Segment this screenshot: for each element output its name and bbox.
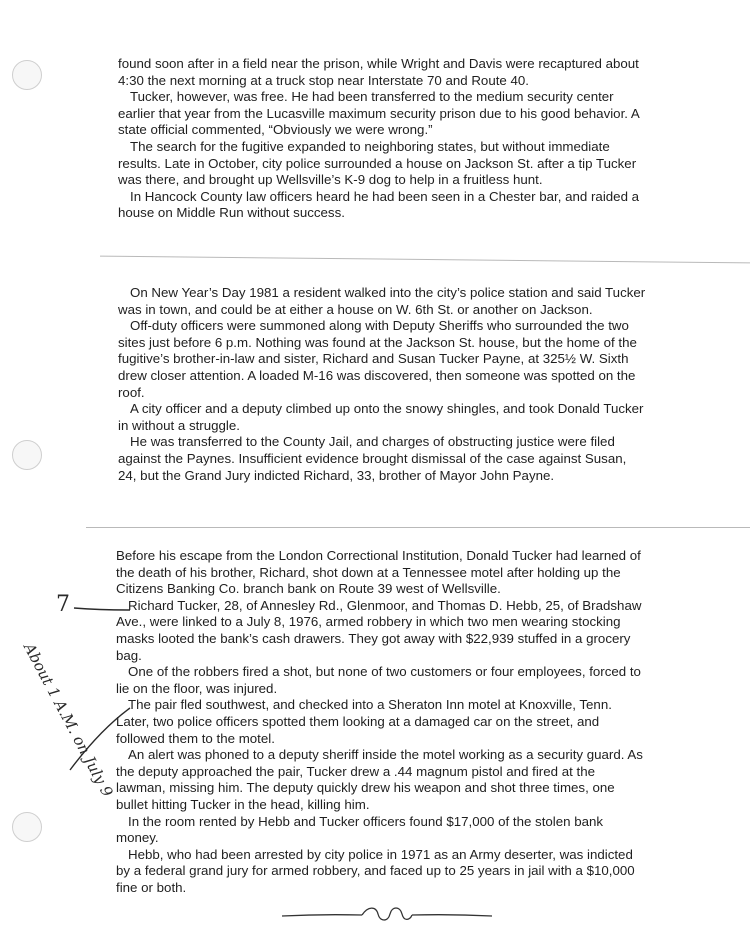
- binder-hole-bottom: [12, 812, 42, 842]
- clipping-3-paragraph: Richard Tucker, 28, of Annesley Rd., Glenmoor, and Thomas D. Hebb, 25, of Bradshaw Ave., were linked to a July 8, 1976, armed robbery in which two men wearing stocking masks looted the bank’s cash drawers. They got away with $22,939 stuffed in a grocery bag.: [116, 597, 642, 663]
- clipping-3-paragraph: An alert was phoned to a deputy sheriff inside the motel working as a security guard. As the deputy approached the pair, Tucker drew a .44 magnum pistol and fired at the lawman, missing him. The deputy quickly drew his weapon and shot three times, one bullet hitting Tucker in the head, killing him.: [116, 747, 643, 812]
- clipping-3-paragraph: Hebb, who had been arrested by city police in 1971 as an Army deserter, was indicted by a federal grand jury for armed robbery, and faced up to 25 years in jail with a $10,000 fine or both.: [116, 846, 635, 895]
- clipping-2-paragraph: A city officer and a deputy climbed up onto the snowy shingles, and took Donald Tucker in without a struggle.: [118, 401, 644, 433]
- clipping-1-bottom-edge: [100, 256, 750, 264]
- handwritten-arrow-line: [60, 700, 140, 780]
- clipping-2-paragraph: On New Year’s Day 1981 a resident walked into the city’s police station and said Tucker was in town, and could be at either a house on W. 6th St. or another on Jackson.: [118, 285, 646, 317]
- clipping-2-text: [118, 285, 646, 484]
- handwritten-pointer-line: [60, 600, 140, 640]
- ornament-divider: [282, 904, 492, 924]
- clipping-1-paragraph: Tucker, however, was free. He had been transferred to the medium security center earlier that year from the Lucasville maximum security prison due to his good behavior. A state official commented, “Obviously we were wrong.”: [118, 89, 640, 138]
- clipping-2-paragraph: Off-duty officers were summoned along with Deputy Sheriffs who surrounded the two sites just before 6 p.m. Nothing was found at the Jackson St. house, but the home of the fugitive’s brother-in-law and sister, Richard and Susan Tucker Payne, at 325½ W. Sixth drew closer attention. A loaded M-16 was discovered, then someone was spotted on the roof.: [118, 318, 637, 400]
- handwritten-mark: 7: [56, 592, 70, 617]
- clipping-3-text: [116, 548, 644, 896]
- clipping-1-paragraph: The search for the fugitive expanded to neighboring states, but without immediate results. Late in October, city police surrounded a house on Jackson St. after a tip Tucker was there, and brought up Wellsville’s K-9 dog to help in a fruitless hunt.: [118, 138, 637, 188]
- clipping-3-paragraph: The pair fled southwest, and checked into a Sheraton Inn motel at Knoxville, Tenn. Later, two police officers spotted them looking at a damaged car on the street, and followed them to the motel.: [116, 697, 612, 746]
- clipping-3-paragraph: Before his escape from the London Correctional Institution, Donald Tucker had learned of the death of his brother, Richard, shot down at a Tennessee motel after holding up the Citizens Banking Co. branch bank on Route 39 west of Wellsville.: [116, 548, 641, 597]
- clipping-3-paragraph: In the room rented by Hebb and Tucker officers found $17,000 of the stolen bank money.: [116, 813, 604, 846]
- clipping-1-paragraph: In Hancock County law officers heard he had been seen in a Chester bar, and raided a house on Middle Run without success.: [118, 188, 640, 221]
- clipping-2-bottom-edge: [86, 527, 750, 528]
- binder-hole-top: [12, 60, 42, 90]
- handwritten-note: About 1 A.M. on July 9: [20, 640, 117, 800]
- clipping-1-text: [118, 56, 646, 222]
- binder-hole-middle: [12, 440, 42, 470]
- clipping-3-paragraph: One of the robbers fired a shot, but none of two customers or four employees, forced to lie on the floor, was injured.: [116, 664, 641, 696]
- clipping-1-paragraph: found soon after in a field near the prison, while Wright and Davis were recaptured about 4:30 the next morning at a truck stop near Interstate 70 and Route 40.: [118, 56, 639, 88]
- clipping-2-paragraph: He was transferred to the County Jail, and charges of obstructing justice were filed against the Paynes. Insufficient evidence brought dismissal of the case against Susan, 24, but the Grand Jury indicted Richard, 33, brother of Mayor John Payne.: [118, 434, 627, 483]
